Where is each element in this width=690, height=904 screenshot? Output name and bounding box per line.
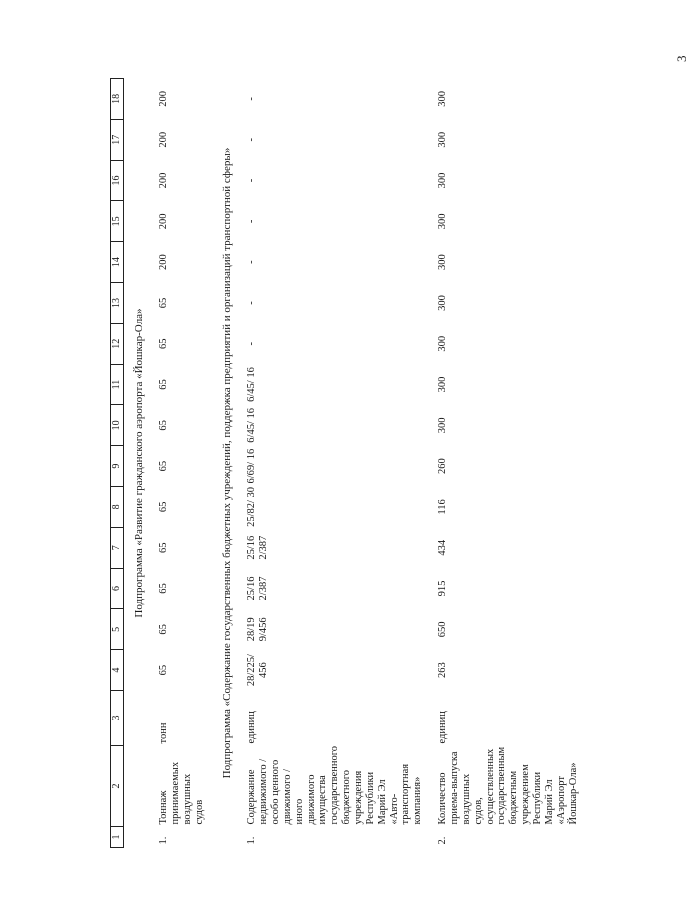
value-cell: 28/225/ 456 — [246, 654, 270, 687]
value-cell: 25/16 2/387 — [246, 576, 270, 601]
row-number: 2. — [437, 836, 449, 845]
header-cell: 1 — [111, 827, 124, 848]
value-cell: 65 — [158, 501, 170, 513]
subprogram-title: Подпрограмма «Содержание государственных бюджетных учреждений, поддержка предприятий и организаций транспортной сферы» — [220, 147, 233, 779]
value-cell: 65 — [158, 460, 170, 472]
value-cell: - — [246, 138, 258, 142]
header-cell: 17 — [111, 119, 124, 160]
header-cell: 10 — [111, 405, 124, 446]
header-cell: 15 — [111, 201, 124, 242]
header-cell: 12 — [111, 323, 124, 364]
rotated-table-wrapper — [110, 78, 632, 848]
value-cell: 650 — [437, 621, 449, 638]
value-cell: 915 — [437, 580, 449, 597]
header-cell: 13 — [111, 283, 124, 324]
value-cell: 260 — [437, 458, 449, 474]
unit: единиц — [246, 711, 258, 744]
value-cell: - — [246, 260, 258, 264]
value-cell: 116 — [437, 499, 449, 515]
header-cell: 3 — [111, 691, 124, 746]
unit: единиц — [437, 711, 449, 744]
unit: тонн — [158, 722, 170, 744]
value-cell: 6/45/ 16 — [246, 407, 258, 443]
header-row — [111, 79, 124, 848]
header-cell: 9 — [111, 446, 124, 487]
value-cell: 65 — [158, 542, 170, 553]
header-cell: 6 — [111, 568, 124, 609]
value-cell: - — [246, 219, 258, 224]
value-cell: 25/16 2/387 — [246, 535, 270, 560]
value-cell: 300 — [437, 417, 449, 434]
value-cell: - — [246, 301, 258, 305]
value-cell: 25/82/ 30 — [246, 486, 258, 527]
value-cell: 65 — [158, 583, 170, 594]
value-cell: 300 — [437, 131, 449, 148]
value-cell: 200 — [158, 172, 170, 189]
value-cell: 28/19 9/456 — [246, 617, 270, 642]
row-number: 1. — [158, 836, 170, 845]
value-cell: 65 — [158, 420, 170, 431]
header-cell: 2 — [111, 746, 124, 827]
header-cell: 4 — [111, 650, 124, 691]
header-cell: 16 — [111, 160, 124, 201]
value-cell: 200 — [158, 254, 170, 271]
value-cell: 263 — [437, 662, 449, 678]
value-cell: 200 — [158, 213, 170, 230]
header-cell: 11 — [111, 364, 124, 405]
subprogram-heading — [124, 79, 152, 848]
header-cell: 14 — [111, 242, 124, 283]
value-cell: 300 — [437, 172, 449, 189]
value-cell: 65 — [158, 624, 170, 635]
header-cell: 5 — [111, 609, 124, 650]
value-cell: 300 — [437, 335, 449, 352]
value-cell: 200 — [158, 91, 170, 107]
value-cell: 65 — [158, 338, 170, 349]
value-cell: 200 — [158, 131, 170, 148]
indicators-table — [110, 78, 585, 848]
value-cell: 300 — [437, 295, 449, 311]
value-cell: 434 — [437, 539, 449, 556]
value-cell: 300 — [437, 254, 449, 271]
table-row — [151, 79, 211, 848]
value-cell: 65 — [158, 664, 170, 676]
value-cell: 65 — [158, 297, 170, 309]
value-cell: 300 — [437, 376, 449, 393]
value-cell: - — [246, 97, 258, 101]
header-cell: 18 — [111, 79, 124, 120]
value-cell: 6/69/ 16 — [246, 448, 258, 484]
value-cell: 65 — [158, 379, 170, 390]
row-number: 1. — [246, 836, 258, 845]
value-cell: - — [246, 178, 258, 183]
value-cell: 300 — [437, 213, 449, 230]
page-number: 3 — [674, 55, 689, 62]
value-cell: 6/45/ 16 — [246, 367, 258, 402]
subprogram-title: Подпрограмма «Развитие гражданского аэропорта «Йошкар-Ола» — [133, 308, 145, 618]
indicator-name: Тоннаж принимаемых воздушных судов — [158, 761, 205, 825]
indicator-name: Количество приема-выпуска воздушных судов, осуществленных государственным бюджетным учреждением Республики Марий Эл «Аэропорт Йошкар-Ола» — [437, 746, 579, 825]
table-row — [430, 79, 585, 848]
subprogram-heading — [212, 79, 239, 848]
header-cell: 7 — [111, 527, 124, 568]
table-row — [239, 79, 430, 848]
header-cell: 8 — [111, 487, 124, 528]
value-cell: - — [246, 341, 258, 346]
value-cell: 300 — [437, 91, 449, 107]
indicator-name: Содержание недвижимого / особо ценного движимого / иного движимого имущества государственного бюджетного учреждения Республики Марий Эл «Авто-транспортная компания» — [246, 745, 424, 825]
